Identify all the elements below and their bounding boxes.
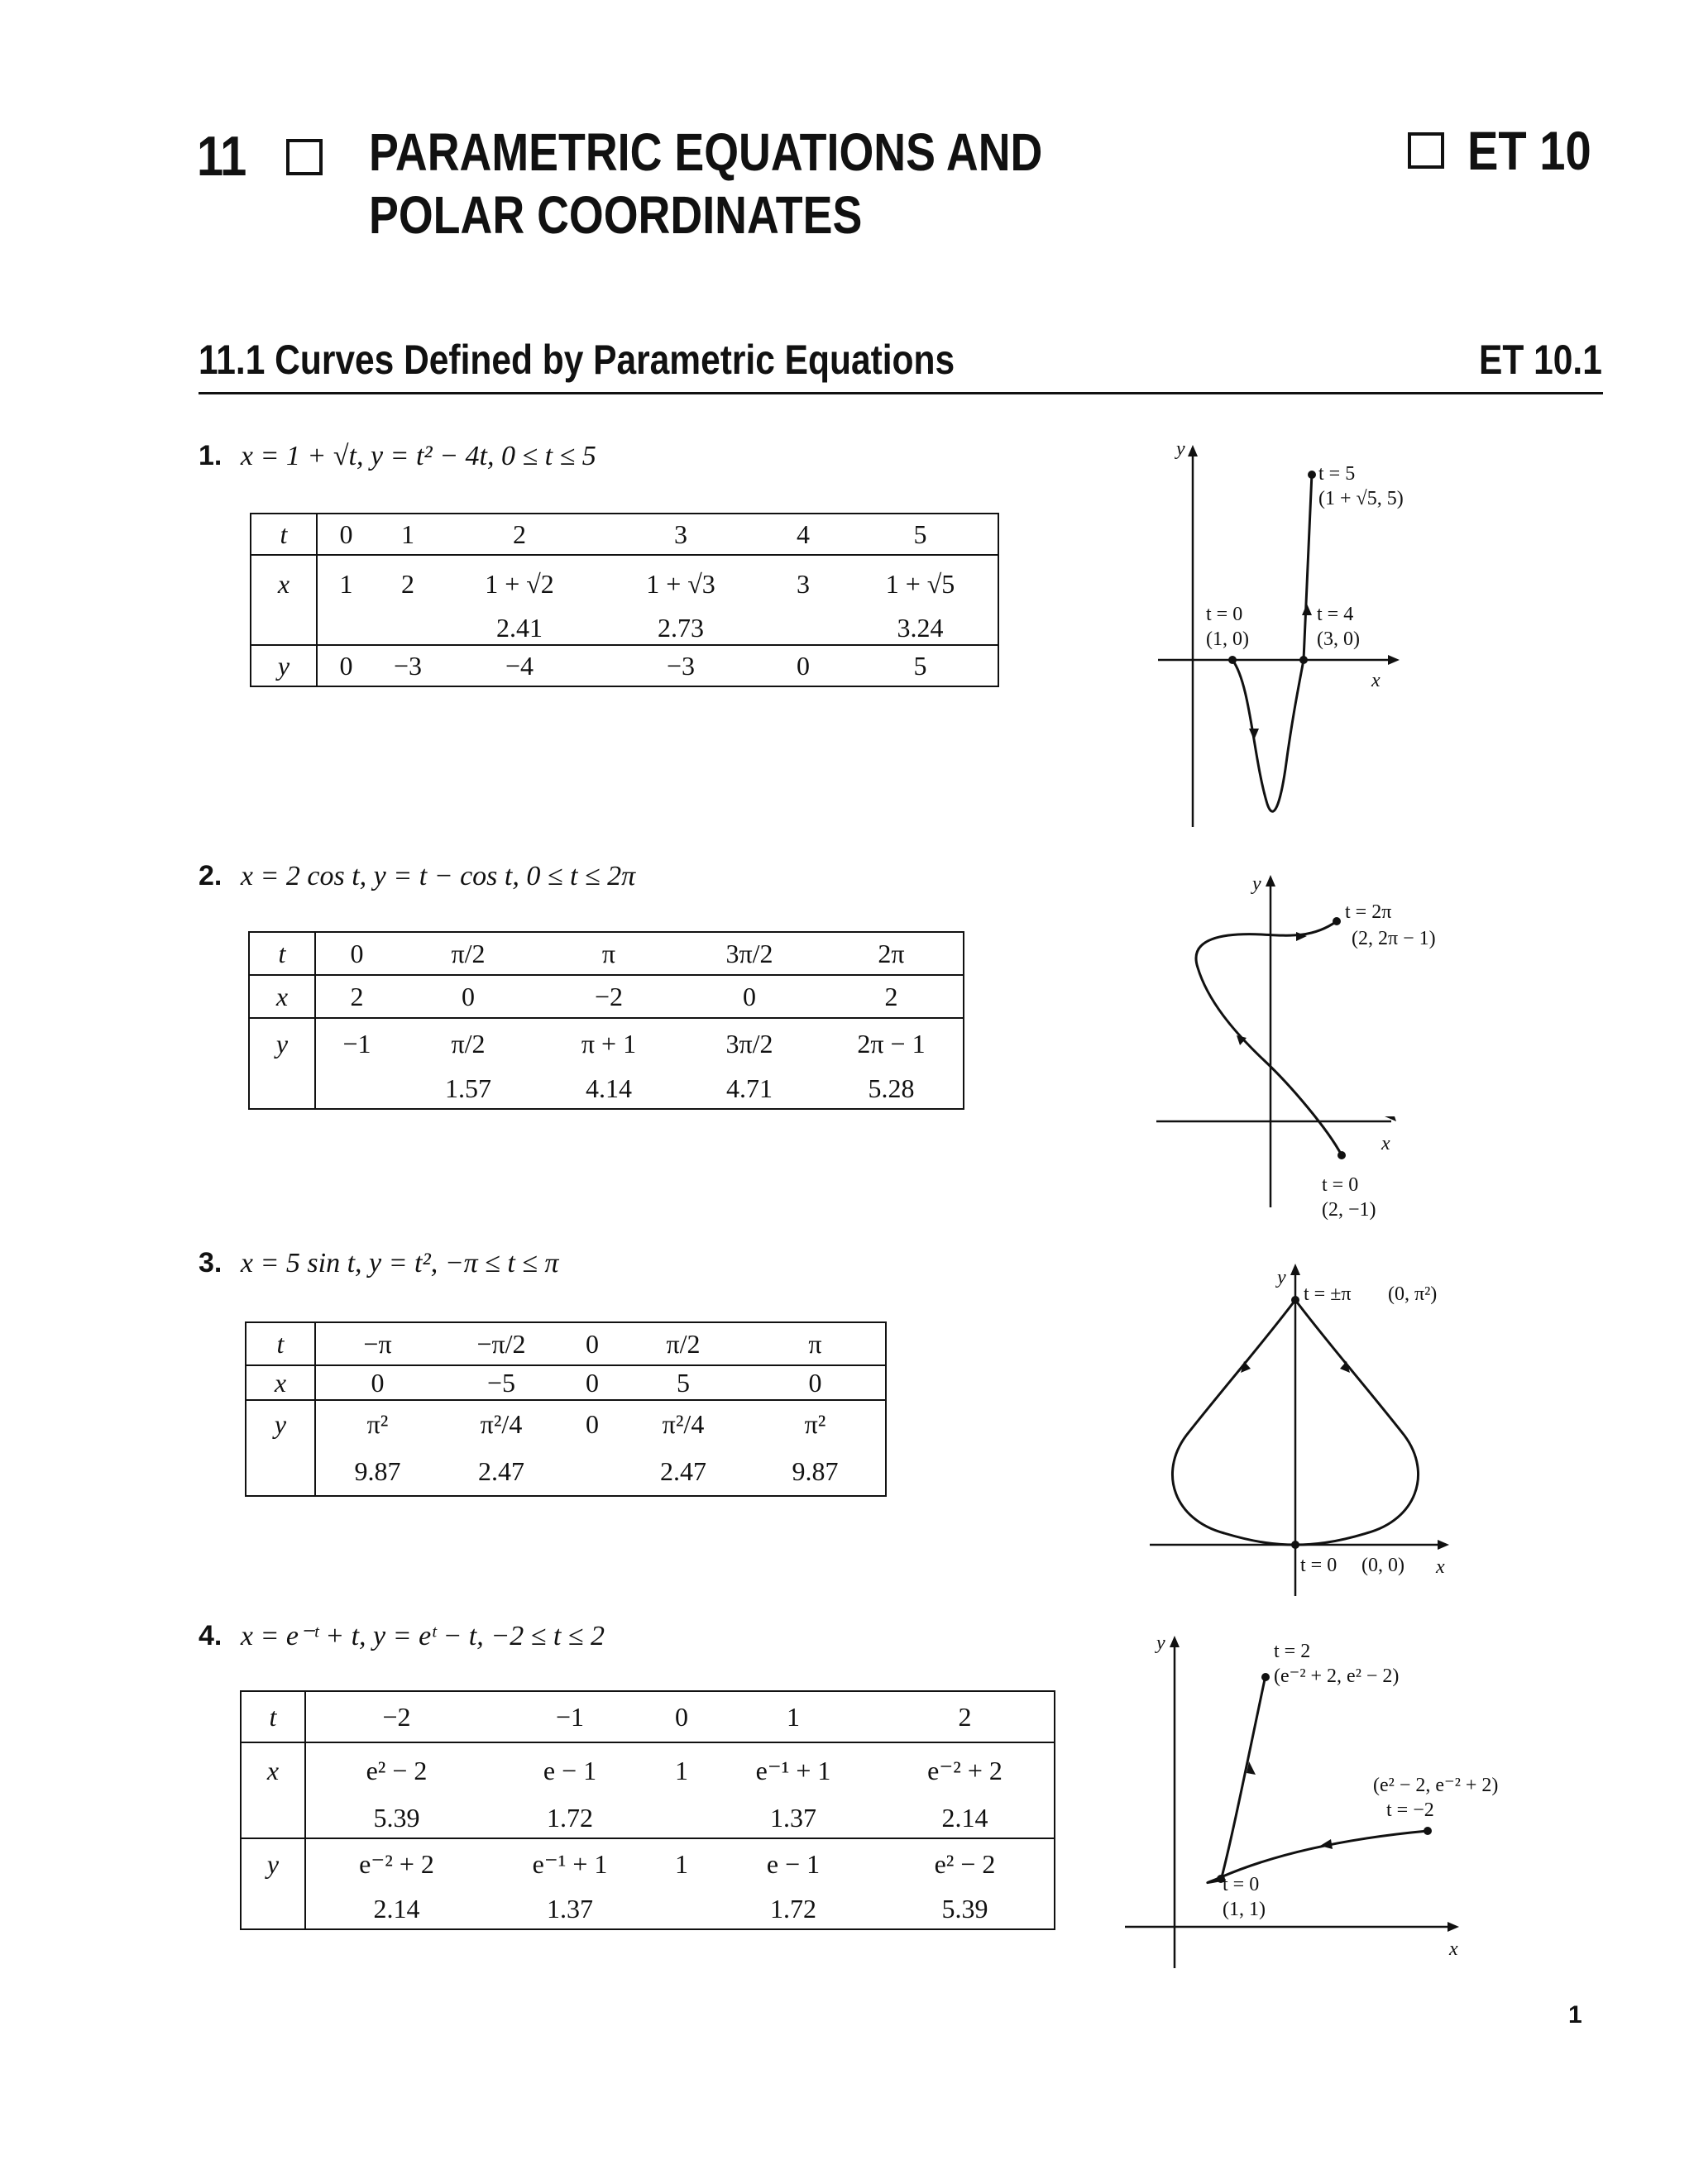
top-point [1291,1296,1299,1304]
end-t-label: t = 5 [1318,463,1356,485]
table-cell: 0 [398,975,538,1018]
end-t-label: t = 2π [1345,901,1392,923]
problem-4-table [240,1690,1055,1930]
table-cell: e − 1 [487,1742,653,1797]
y-axis-label: y [1277,1267,1286,1288]
table-cell: 2π − 1 [820,1018,964,1068]
table-cell: e⁻¹ + 1 [487,1838,653,1888]
origin-t-label: t = 0 [1300,1555,1337,1576]
table-cell: x [251,555,317,611]
table-cell: −2 [382,1702,411,1732]
page-number: 1 [1568,2001,1582,2029]
problem-equation: x = e⁻ᵗ + t, y = eᵗ − t, −2 ≤ t ≤ 2 [240,1621,605,1651]
table-cell: 9.87 [792,1455,839,1486]
table-cell [246,1446,315,1496]
table-cell: 0 [586,1329,599,1359]
chapter-box-icon [286,139,323,175]
table-cell: 2.73 [658,613,704,643]
chapter-number: 11 [197,125,246,188]
section-title: 11.1 Curves Defined by Parametric Equations [199,337,955,383]
x-axis-label: x [1381,1133,1390,1154]
x-axis-label: x [1436,1556,1445,1578]
table-cell: 0 [745,1365,886,1400]
end-point-label: (2, 2π − 1) [1352,928,1436,949]
crossing-t-label: t = 4 [1317,604,1354,625]
table-cell: y [251,645,317,686]
table-cell: 3 [763,555,843,611]
x-axis-label: x [1449,1938,1458,1960]
table-cell [315,1068,398,1109]
table-cell: 2.14 [373,1893,420,1924]
table-cell: y [249,1018,315,1068]
table-cell: 1 + √2 [441,555,598,611]
problem-4-graph [1125,1629,1555,1976]
table-cell: 2π [878,939,905,968]
table-cell: 3.24 [897,613,944,643]
table-cell: π²/4 [621,1400,745,1446]
table-cell: 2 [513,519,526,549]
table-cell: 1.37 [770,1802,816,1833]
start-point-label: (e² − 2, e⁻² + 2) [1373,1775,1499,1796]
table-cell: −4 [441,645,598,686]
table-cell [375,611,441,645]
start-point [1228,656,1237,664]
table-cell: −2 [538,975,679,1018]
section-et-label: ET 10.1 [1479,337,1602,383]
y-axis-arrow-icon [1170,1636,1180,1647]
table-cell: 0 [315,1365,439,1400]
problem-2-table [248,931,964,1110]
table-cell: π² [745,1400,886,1446]
table-cell: e² − 2 [876,1838,1055,1888]
table-cell: 2 [315,975,398,1018]
table-cell: −5 [439,1365,563,1400]
table-cell: 1 + √3 [598,555,763,611]
x-axis-arrow-icon [1438,1540,1449,1550]
table-cell: 1.72 [770,1893,816,1924]
problem-1-graph [1141,438,1423,835]
et-chapter-label: ET 10 [1467,120,1591,181]
table-cell: 2.47 [478,1455,524,1486]
table-cell: 0 [675,1702,688,1732]
table-cell: e − 1 [711,1838,876,1888]
table-cell: 2 [958,1702,972,1732]
table-cell: π²/4 [439,1400,563,1446]
problem-4-statement [199,1619,605,1652]
table-cell [653,1888,711,1929]
start-t-label: t = −2 [1386,1799,1434,1821]
y-axis-label: y [1176,438,1185,460]
table-cell: 1 [653,1838,711,1888]
table-cell [653,1797,711,1838]
problem-3-statement [199,1247,558,1279]
problem-3-graph [1141,1257,1472,1604]
table-cell: 0 [563,1365,621,1400]
y-axis-arrow-icon [1266,875,1275,887]
start-t-label: t = 0 [1322,1174,1359,1196]
problem-equation: x = 1 + √t, y = t² − 4t, 0 ≤ t ≤ 5 [240,441,596,471]
table-cell: π/2 [451,939,486,968]
table-cell: 1.57 [445,1073,491,1103]
table-cell: t [251,514,317,555]
table-cell: e⁻² + 2 [876,1742,1055,1797]
mid-point-label: (1, 1) [1223,1899,1266,1920]
y-axis-label: y [1156,1632,1165,1654]
table-cell: 1 + √5 [843,555,998,611]
chapter-title [369,121,1042,246]
table-cell: 3π/2 [679,1018,820,1068]
table-cell: 0 [679,975,820,1018]
origin-point-label: (0, 0) [1361,1555,1404,1576]
table-cell: t [246,1322,315,1365]
y-axis-arrow-icon [1290,1264,1300,1275]
table-cell: 5 [843,645,998,686]
table-cell [763,611,843,645]
x-axis-label: x [1371,670,1381,691]
table-cell: −π [363,1329,392,1359]
end-point [1333,917,1341,925]
table-cell: −3 [375,645,441,686]
table-cell: π + 1 [538,1018,679,1068]
table-cell: 9.87 [354,1455,401,1486]
table-cell: 2.41 [496,613,543,643]
y-axis-label: y [1252,873,1261,895]
table-cell: x [249,975,315,1018]
end-point [1261,1673,1270,1681]
direction-arrow-icon [1320,1839,1333,1849]
mid-t-label: t = 0 [1223,1874,1260,1895]
section-rule [199,392,1603,394]
table-cell: 5.39 [373,1802,420,1833]
table-cell: 2.47 [660,1455,706,1486]
table-cell [249,1068,315,1109]
table-cell: 1 [401,519,414,549]
table-cell: 1 [317,555,375,611]
table-cell: 2 [375,555,441,611]
table-cell: −1 [315,1018,398,1068]
table-cell: 0 [317,645,375,686]
problem-1-table [250,513,999,687]
table-cell: y [246,1400,315,1446]
table-cell: e⁻¹ + 1 [711,1742,876,1797]
problem-number: 4. [199,1620,223,1651]
direction-arrow-icon [1249,729,1259,740]
end-point-label: (e⁻² + 2, e² − 2) [1274,1665,1400,1687]
table-cell: t [241,1691,305,1742]
table-cell [251,611,317,645]
start-point-label: (2, −1) [1322,1199,1376,1221]
start-point-label: (1, 0) [1206,628,1249,650]
table-cell: −1 [555,1702,585,1732]
origin-point [1291,1541,1299,1549]
table-cell: π [601,939,616,968]
end-t-label: t = 2 [1274,1641,1311,1662]
table-cell: 5 [621,1365,745,1400]
end-point-label: (1 + √5, 5) [1318,488,1404,509]
chapter-title-line1: PARAMETRIC EQUATIONS AND [369,122,1043,182]
problem-2-statement [199,860,635,892]
table-cell [317,611,375,645]
table-cell: 5 [913,519,927,549]
top-t-label: t = ±π [1304,1283,1352,1305]
parametric-curve [1196,921,1342,1155]
problem-3-table [245,1321,887,1497]
table-cell: π [808,1329,822,1359]
table-cell [563,1446,621,1496]
table-cell: y [241,1838,305,1888]
table-cell: 1 [787,1702,800,1732]
problem-equation: x = 5 sin t, y = t², −π ≤ t ≤ π [240,1248,559,1278]
start-point [1424,1827,1432,1835]
problem-1-statement [199,440,596,472]
table-cell: 0 [350,939,364,968]
table-cell: e² − 2 [305,1742,487,1797]
x-axis-arrow-icon [1388,655,1400,665]
table-cell: x [241,1742,305,1797]
table-cell: e⁻² + 2 [305,1838,487,1888]
table-cell: 2.14 [941,1802,988,1833]
table-cell: 5.28 [868,1073,915,1103]
problem-number: 1. [199,440,223,471]
crossing-point [1299,656,1308,664]
table-cell: π/2 [398,1018,538,1068]
table-cell: 5.39 [941,1893,988,1924]
end-point [1308,471,1316,479]
table-cell: 4.71 [726,1073,773,1103]
problem-number: 3. [199,1247,223,1278]
table-cell: 4 [797,519,810,549]
y-axis-arrow-icon [1188,445,1198,456]
table-cell: 3 [674,519,687,549]
table-cell: 0 [763,645,843,686]
table-cell: 3π/2 [725,939,773,968]
et-box-icon [1408,132,1444,169]
x-axis-arrow-icon [1448,1922,1459,1932]
table-cell: π/2 [666,1329,701,1359]
table-cell: x [246,1365,315,1400]
start-t-label: t = 0 [1206,604,1243,625]
table-cell: 1 [653,1742,711,1797]
table-cell [241,1797,305,1838]
table-cell: 1.37 [547,1893,593,1924]
table-cell: 2 [820,975,964,1018]
problem-2-graph [1141,868,1489,1224]
table-cell: 0 [563,1400,621,1446]
table-cell: −3 [598,645,763,686]
crossing-point-label: (3, 0) [1317,628,1360,650]
table-cell [241,1888,305,1929]
table-cell: π² [315,1400,439,1446]
direction-arrow-icon [1302,604,1312,615]
table-cell: −π/2 [476,1329,526,1359]
problem-number: 2. [199,860,223,891]
top-point-label: (0, π²) [1388,1283,1438,1305]
table-cell: 4.14 [586,1073,632,1103]
start-point [1337,1151,1346,1159]
chapter-title-line2: POLAR COORDINATES [369,185,863,245]
table-cell: t [249,932,315,975]
problem-equation: x = 2 cos t, y = t − cos t, 0 ≤ t ≤ 2π [240,861,636,891]
table-cell: 1.72 [547,1802,593,1833]
table-cell: 0 [339,519,353,549]
